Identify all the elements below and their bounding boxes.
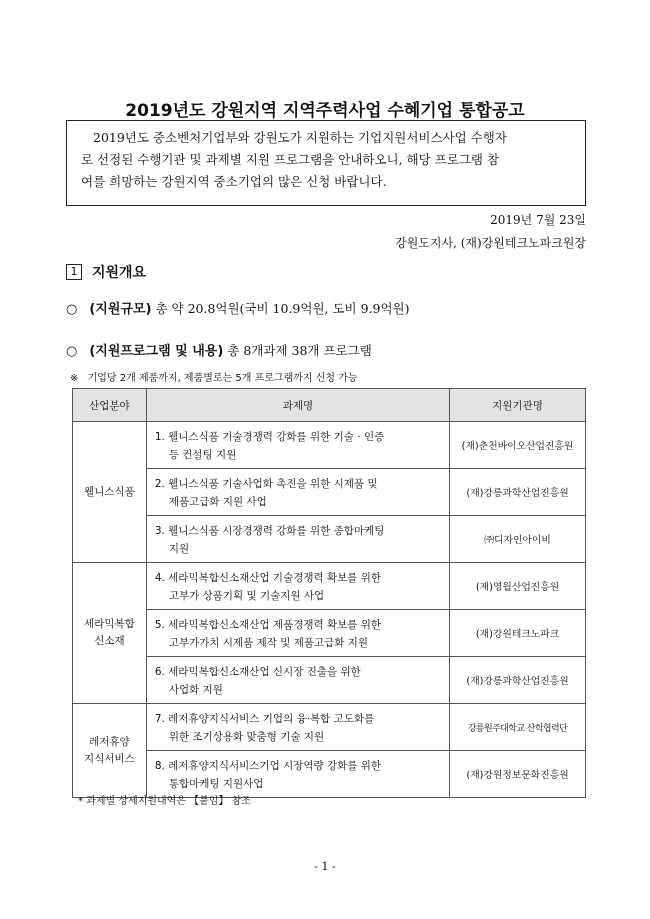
task-cell (146, 563, 449, 610)
table-row (73, 563, 586, 610)
bullet-marker: ○ (66, 302, 78, 317)
task-cell (146, 751, 449, 798)
industry-label: 레저휴양 (89, 735, 130, 748)
application-note (70, 369, 358, 384)
industry-label: 세라믹복합 (84, 618, 135, 630)
program-table (72, 388, 586, 798)
task-line: 위한 조기상용화 맞춤형 기술 지원 (168, 731, 325, 743)
bullet-support-programs (66, 340, 372, 359)
task-cell (146, 704, 449, 751)
industry-cell (73, 563, 147, 704)
intro-box (66, 120, 586, 206)
bullet-text: 총 약 20.8억원(국비 10.9억원, 도비 9.9억원) (155, 301, 410, 316)
agency-cell: ㈜디자인아이비 (450, 516, 586, 563)
task-cell (146, 516, 449, 563)
header-task: 과제명 (146, 389, 449, 422)
industry-label: 웰니스식품 (84, 485, 135, 498)
task-line: 4. 세라믹복합신소재산업 기술경쟁력 확보를 위한 (154, 572, 382, 584)
intro-line: 여를 희망하는 강원지역 중소기업의 많은 신청 바랍니다. (81, 174, 387, 189)
page-number: - 1 - (314, 860, 336, 873)
table-row (73, 469, 586, 516)
agency-cell: (재)강릉과학산업진흥원 (450, 657, 586, 704)
bullet-text: 총 8개과제 38개 프로그램 (227, 343, 372, 358)
task-line: 등 컨설팅 지원 (168, 449, 237, 461)
task-line: 1. 웰니스식품 기술경쟁력 강화를 위한 기술 · 인증 (154, 431, 385, 443)
industry-label: 지식서비스 (84, 752, 135, 765)
industry-label: 신소재 (94, 635, 125, 647)
section-title: 지원개요 (92, 265, 147, 281)
task-line: 6. 세라믹복합신소재산업 신시장 진출을 위한 (154, 666, 361, 678)
section-number: 1 (66, 264, 82, 280)
table-row (73, 422, 586, 469)
task-line: 사업화 지원 (168, 684, 223, 696)
agency-cell: (재)강원테크노파크 (450, 610, 586, 657)
header-agency: 지원기관명 (450, 389, 586, 422)
announcement-date: 2019년 7월 23일 (490, 213, 586, 227)
intro-line: 로 선정된 수행기관 및 과제별 지원 프로그램을 안내하오니, 해당 프로그램 참 (81, 152, 500, 167)
task-line: 통합마케팅 지원사업 (168, 778, 264, 790)
task-cell (146, 469, 449, 516)
header-industry: 산업분야 (73, 389, 147, 422)
page-title: 2019년도 강원지역 지역주력사업 수혜기업 통합공고 (125, 101, 525, 121)
table-row (73, 657, 586, 704)
intro-line: 2019년도 중소벤처기업부와 강원도가 지원하는 기업지원서비스사업 수행자 (93, 130, 507, 145)
task-line: 5. 세라믹복합신소재산업 제품경쟁력 확보를 위한 (154, 619, 382, 631)
task-line: 제품고급화 지원 사업 (168, 496, 267, 508)
task-line: 2. 웰니스식품 기술사업화 촉진을 위한 시제품 및 (154, 478, 378, 490)
note-mark: ※ (70, 373, 79, 384)
task-line: 지원 (168, 543, 190, 555)
task-line: 8. 레저휴양지식서비스기업 시장역량 강화를 위한 (154, 760, 382, 772)
bullet-support-scale (66, 298, 410, 317)
note-text: 기업당 2개 제품까지, 제품별로는 5개 프로그램까지 신청 가능 (87, 373, 358, 384)
task-cell (146, 610, 449, 657)
industry-cell (73, 704, 147, 798)
agency-cell: (재)춘천바이오산업진흥원 (450, 422, 586, 469)
section-heading (66, 262, 146, 282)
bullet-marker: ○ (66, 344, 78, 359)
agency-cell: (재)강원정보문화진흥원 (450, 751, 586, 798)
table-row (73, 704, 586, 751)
table-header-row (73, 389, 586, 422)
bullet-label: (지원프로그램 및 내용) (89, 344, 224, 359)
agency-cell: 강릉원주대학교 산학협력단 (450, 704, 586, 751)
task-line: 고부가가치 시제품 제작 및 제품고급화 지원 (168, 637, 369, 649)
task-line: 3. 웰니스식품 시장경쟁력 강화를 위한 종합마케팅 (154, 525, 385, 537)
table-row (73, 751, 586, 798)
table-row (73, 610, 586, 657)
issuing-organization: 강원도지사, (재)강원테크노파크원장 (395, 236, 586, 250)
task-line: 고부가 상품기획 및 기술지원 사업 (168, 590, 325, 602)
footnote: * 과제별 상세지원내역은 【붙임】 참조 (78, 796, 251, 807)
task-cell (146, 422, 449, 469)
agency-cell: (재)영월산업진흥원 (450, 563, 586, 610)
agency-cell: (재)강릉과학산업진흥원 (450, 469, 586, 516)
task-line: 7. 레저휴양지식서비스 기업의 융·복합 고도화를 (154, 713, 375, 725)
table-row (73, 516, 586, 563)
bullet-label: (지원규모) (89, 302, 152, 317)
industry-cell (73, 422, 147, 563)
task-cell (146, 657, 449, 704)
